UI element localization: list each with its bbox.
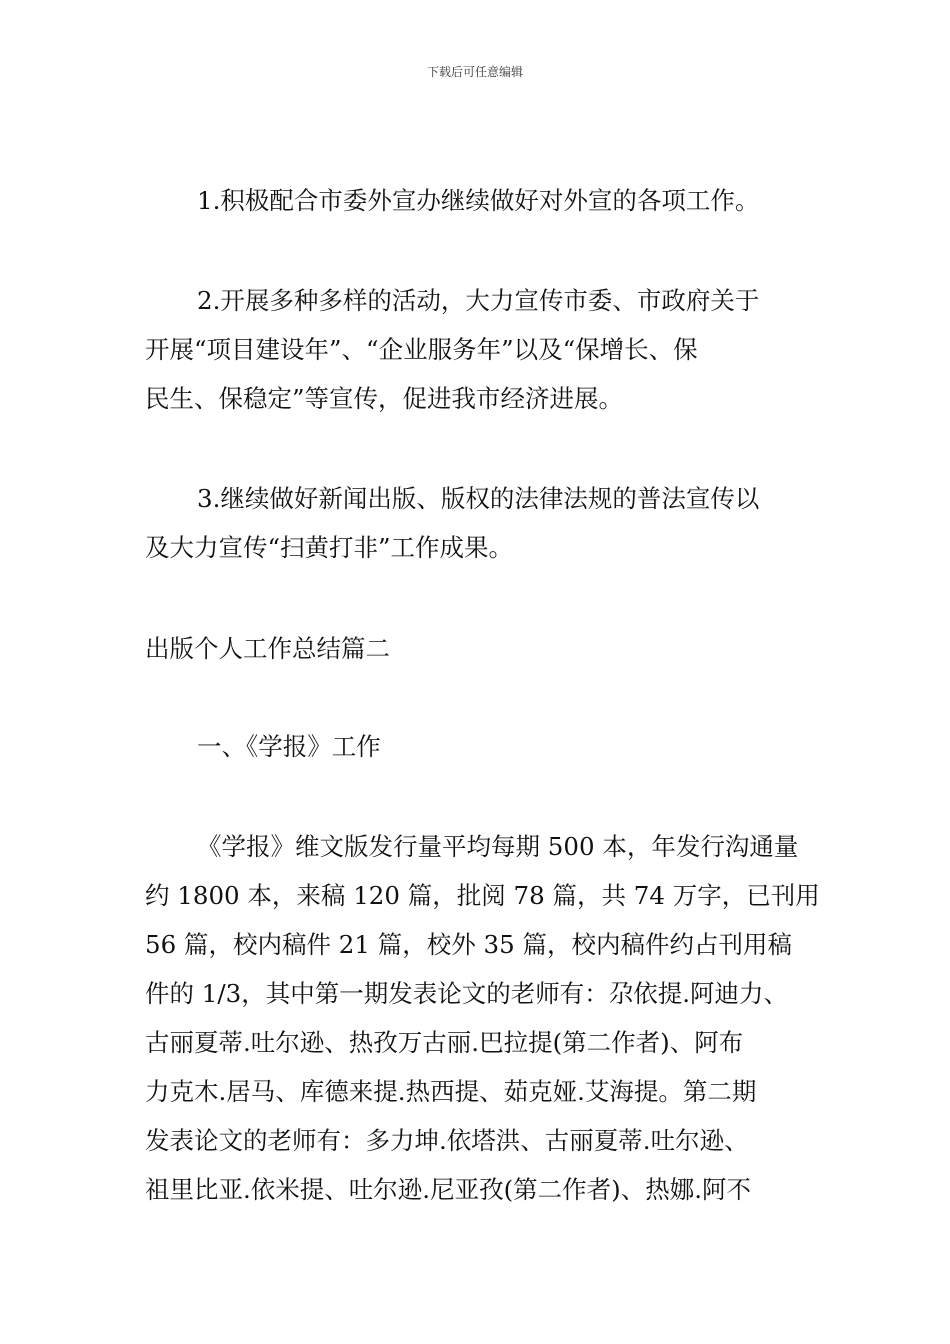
body-paragraph [145,822,820,1214]
section-title: 出版个人工作总结篇二 [145,634,390,663]
item-2-line: 民生、保稳定”等宣传，促进我市经济进展。 [145,384,624,413]
item-2-paragraph [145,276,810,423]
item-1-paragraph: 1.积极配合市委外宣办继续做好对外宣的各项工作。 [197,186,760,215]
body-line: 约 1800 本，来稿 120 篇，批阅 78 篇，共 74 万字，已刊用 [145,881,820,910]
page-header: 下载后可任意编辑 [426,65,523,79]
body-line: 发表论文的老师有：多力坤.依塔洪、古丽夏蒂.吐尔逊、 [145,1126,749,1155]
item-3-line: 3.继续做好新闻出版、版权的法律法规的普法宣传以 [197,484,760,513]
item-2-line: 开展“项目建设年”、“企业服务年”以及“保增长、保 [145,335,698,364]
subsection-title: 一、《学报》工作 [197,732,381,761]
body-line: 祖里比亚.依米提、吐尔逊.尼亚孜(第二作者)、热娜.阿不 [145,1175,751,1204]
item-3-line: 及大力宣传“扫黄打非”工作成果。 [145,533,514,562]
body-line: 56 篇，校内稿件 21 篇，校外 35 篇，校内稿件约占刊用稿 [145,930,792,959]
body-line: 古丽夏蒂.吐尔逊、热孜万古丽.巴拉提(第二作者)、阿布 [145,1028,744,1057]
body-line: 件的 1/3，其中第一期发表论文的老师有：尕依提.阿迪力、 [145,979,789,1008]
body-line: 力克木.居马、库德来提.热西提、茹克娅.艾海提。第二期 [145,1077,757,1106]
body-line: 《学报》维文版发行量平均每期 500 本，年发行沟通量 [197,832,799,861]
item-3-paragraph [145,474,810,572]
item-2-line: 2.开展多种多样的活动，大力宣传市委、市政府关于 [197,286,760,315]
